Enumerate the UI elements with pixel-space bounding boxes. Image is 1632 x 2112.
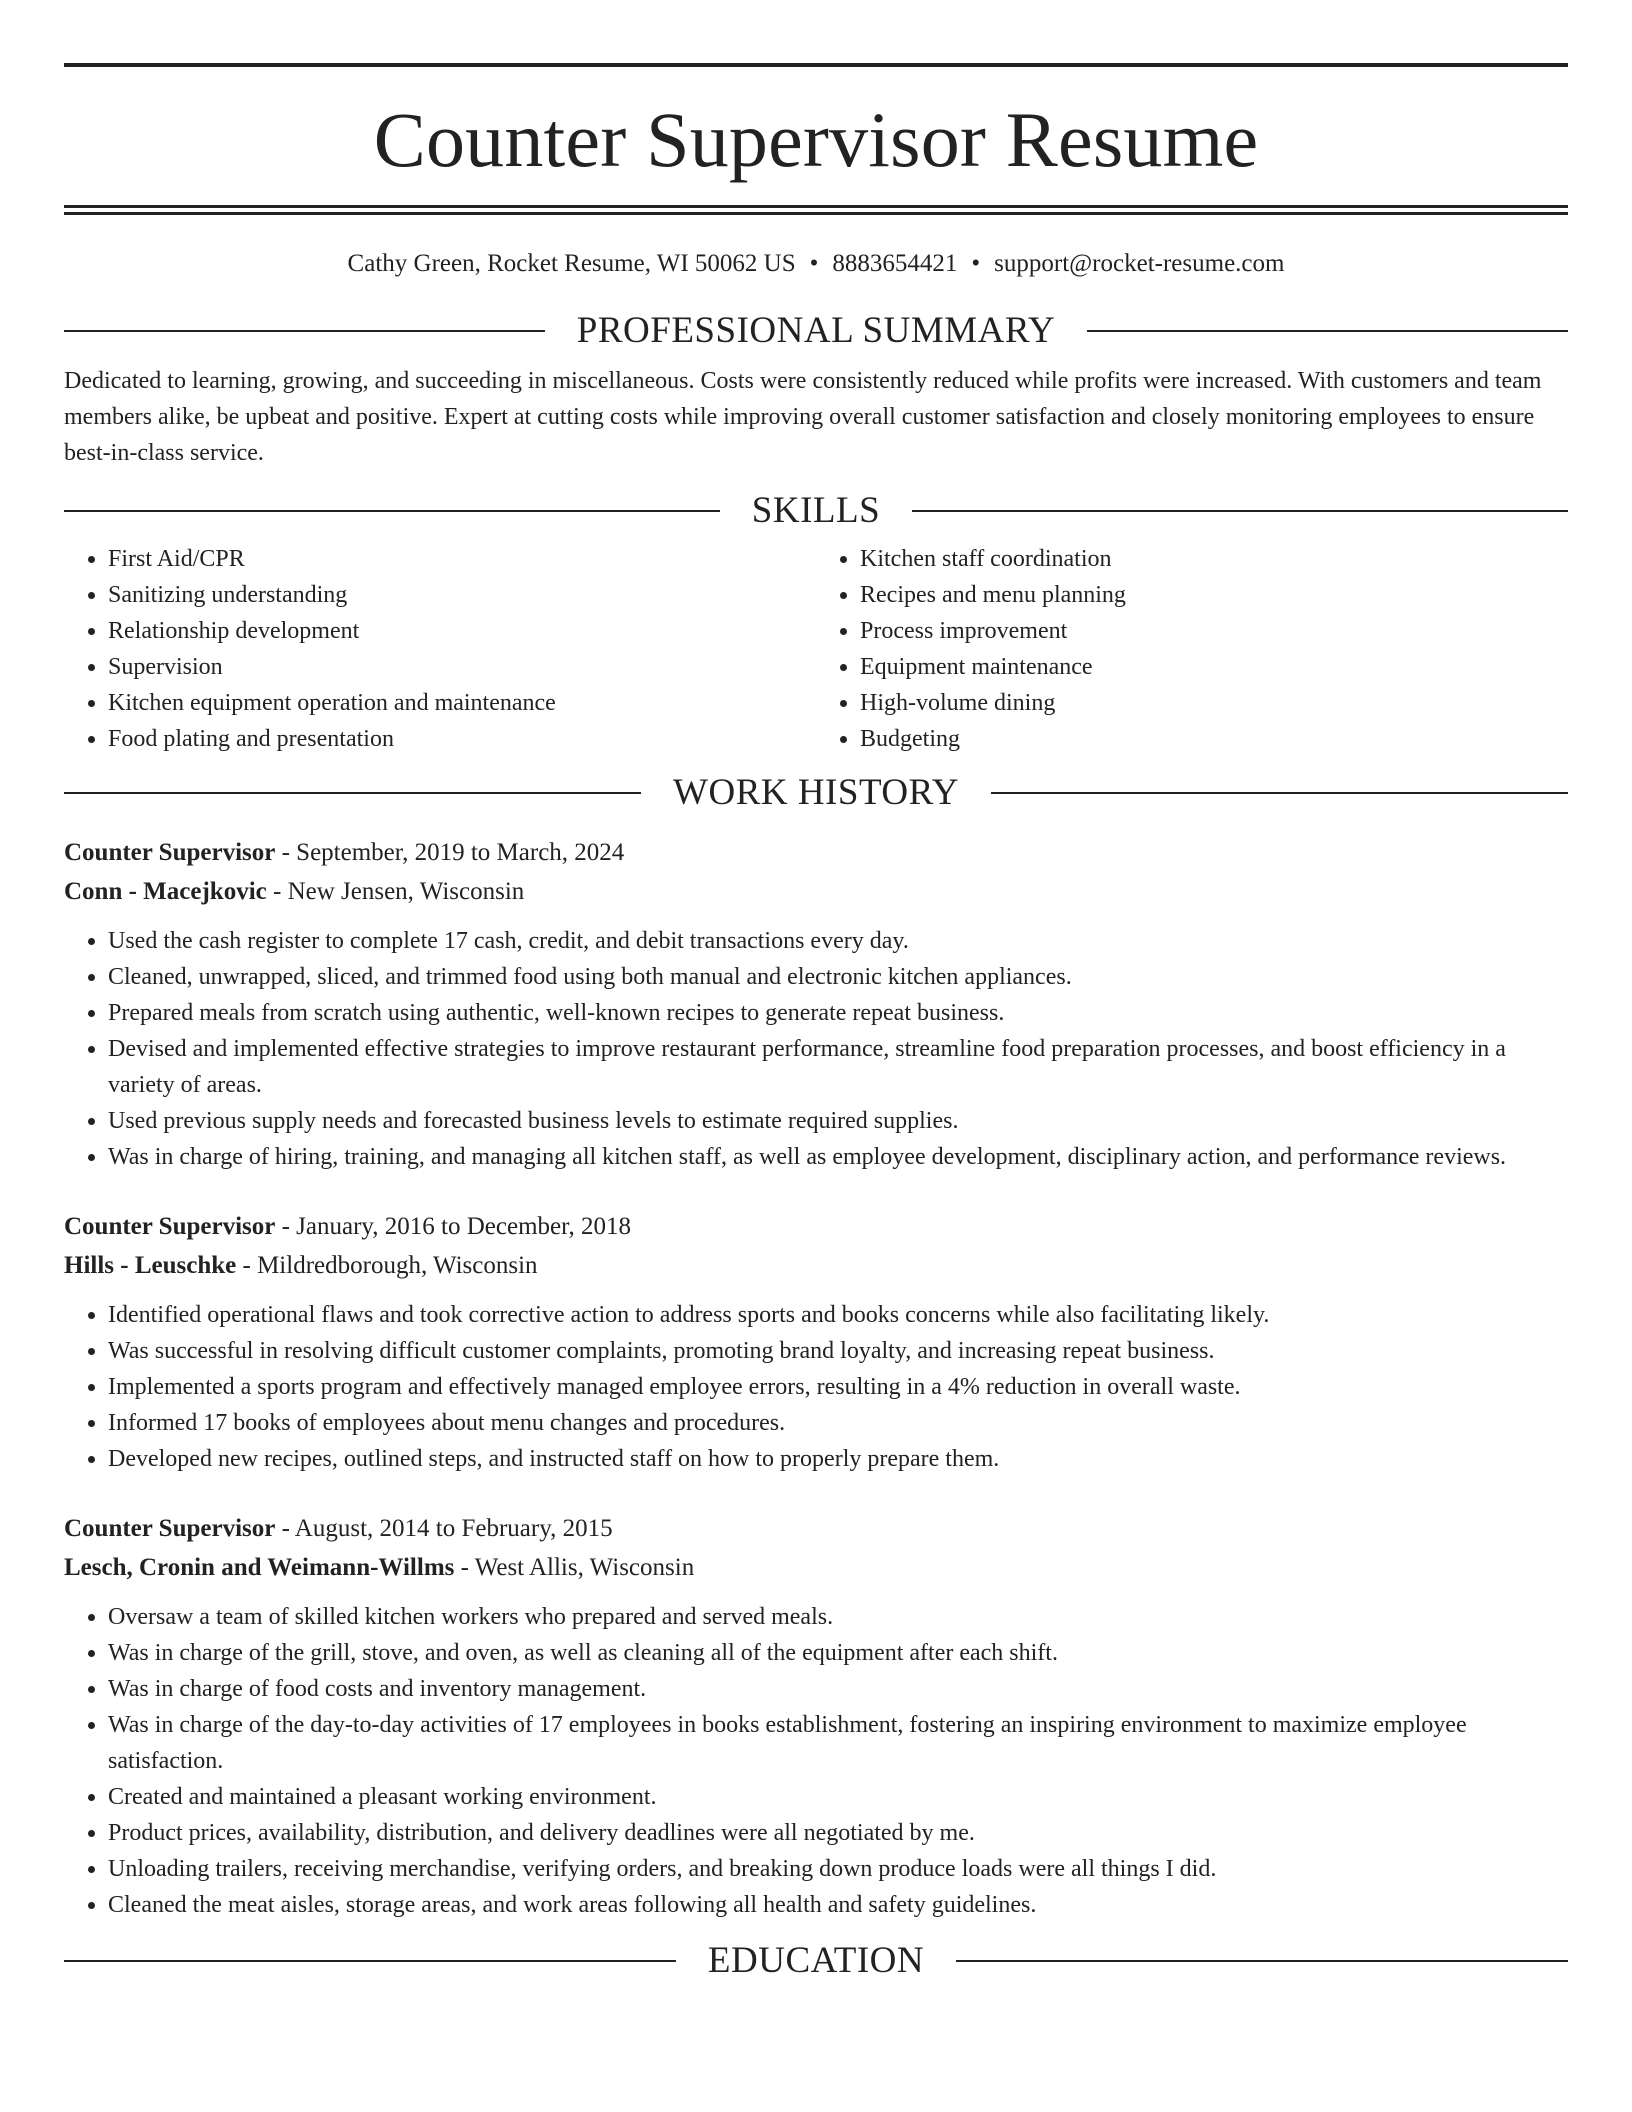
skill-item: • Process improvement: [860, 613, 1568, 649]
job-bullet: • Oversaw a team of skilled kitchen workers who prepared and served meals.: [108, 1599, 1568, 1635]
section-header-summary: [64, 311, 1568, 351]
section-rule-right: [991, 792, 1568, 794]
job-location: - New Jensen, Wisconsin: [266, 878, 525, 905]
section-header-work: [64, 773, 1568, 813]
job-company-line: [64, 872, 1568, 911]
contact-phone: 8883654421: [832, 250, 958, 277]
job-bullet: • Prepared meals from scratch using authentic, well-known recipes to generate repeat business.: [108, 995, 1568, 1031]
contact-separator: •: [809, 250, 819, 277]
section-rule-right: [956, 1960, 1568, 1962]
skills-list: [64, 541, 1568, 757]
job-bullet: • Was in charge of the grill, stove, and oven, as well as cleaning all of the equipment after each shift.: [108, 1635, 1568, 1671]
job-bullets: [64, 923, 1568, 1175]
job-bullet: • Used the cash register to complete 17 cash, credit, and debit transactions every day.: [108, 923, 1568, 959]
skill-item: • Kitchen equipment operation and maintenance: [108, 685, 816, 721]
job-bullet: • Cleaned, unwrapped, sliced, and trimmed food using both manual and electronic kitchen appliances.: [108, 959, 1568, 995]
skills-column-left: [64, 541, 816, 757]
skill-item: • Equipment maintenance: [860, 649, 1568, 685]
section-rule-right: [912, 510, 1568, 512]
contact-line: [64, 249, 1568, 279]
job-bullet: • Was successful in resolving difficult customer complaints, promoting brand loyalty, and increasing repeat business.: [108, 1333, 1568, 1369]
job-bullet: • Implemented a sports program and effectively managed employee errors, resulting in a 4% reduction in overall waste.: [108, 1369, 1568, 1405]
skill-item: • First Aid/CPR: [108, 541, 816, 577]
resume-page: [64, 0, 1568, 1981]
job-bullet: • Was in charge of hiring, training, and managing all kitchen staff, as well as employee development, disciplinary action, and performance reviews.: [108, 1139, 1568, 1175]
section-title-summary: PROFESSIONAL SUMMARY: [576, 310, 1056, 351]
job-bullets: [64, 1297, 1568, 1477]
work-history: [64, 833, 1568, 1923]
job-title: Counter Supervisor: [64, 1213, 276, 1240]
job-company-line: [64, 1246, 1568, 1285]
job-company: Conn - Macejkovic: [64, 878, 267, 905]
job-location: - West Allis, Wisconsin: [454, 1554, 695, 1581]
job-bullet: • Cleaned the meat aisles, storage areas, and work areas following all health and safety guidelines.: [108, 1887, 1568, 1923]
job-entry: [64, 1509, 1568, 1923]
section-title-education: EDUCATION: [707, 1940, 925, 1981]
job-bullet: • Was in charge of food costs and inventory management.: [108, 1671, 1568, 1707]
job-dates: - January, 2016 to December, 2018: [275, 1213, 631, 1240]
section-rule-left: [64, 510, 720, 512]
job-dates: - September, 2019 to March, 2024: [275, 839, 625, 866]
contact-separator: •: [971, 250, 981, 277]
job-title: Counter Supervisor: [64, 1515, 276, 1542]
job-company-line: [64, 1548, 1568, 1587]
section-header-skills: [64, 491, 1568, 531]
job-bullet: • Informed 17 books of employees about menu changes and procedures.: [108, 1405, 1568, 1441]
page-title: Counter Supervisor Resume: [373, 96, 1259, 183]
top-rule: [64, 63, 1568, 67]
job-bullet: • Used previous supply needs and forecasted business levels to estimate required supplies.: [108, 1103, 1568, 1139]
summary-text: Dedicated to learning, growing, and succeeding in miscellaneous. Costs were consistently reduced while profits were increased. With customers and team members alike, be upbeat and positive. Expert at cutting costs while improving overall customer satisfaction and closely monitoring employees to ensure best-in-class service.: [64, 368, 1542, 466]
skill-item: • Relationship development: [108, 613, 816, 649]
job-bullet: • Created and maintained a pleasant working environment.: [108, 1779, 1568, 1815]
job-bullets: [64, 1599, 1568, 1923]
job-bullet: • Product prices, availability, distribution, and delivery deadlines were all negotiated by me.: [108, 1815, 1568, 1851]
title-double-rule: [64, 205, 1568, 215]
section-title-skills: SKILLS: [751, 490, 881, 531]
job-bullet: • Developed new recipes, outlined steps, and instructed staff on how to properly prepare them.: [108, 1441, 1568, 1477]
skill-item: • Sanitizing understanding: [108, 577, 816, 613]
job-title: Counter Supervisor: [64, 839, 276, 866]
job-bullet: • Devised and implemented effective strategies to improve restaurant performance, streamline food preparation processes, and boost efficiency in a variety of areas.: [108, 1031, 1568, 1103]
job-title-line: [64, 833, 1568, 872]
section-rule-left: [64, 330, 545, 332]
contact-address: Cathy Green, Rocket Resume, WI 50062 US: [347, 250, 796, 277]
section-rule-left: [64, 792, 641, 794]
section-title-work: WORK HISTORY: [673, 772, 959, 813]
job-bullet: • Was in charge of the day-to-day activities of 17 employees in books establishment, fostering an inspiring environment to maximize employee satisfaction.: [108, 1707, 1568, 1779]
job-dates: - August, 2014 to February, 2015: [275, 1515, 613, 1542]
job-title-line: [64, 1509, 1568, 1548]
skill-item: • Recipes and menu planning: [860, 577, 1568, 613]
skill-item: • Kitchen staff coordination: [860, 541, 1568, 577]
skill-item: • Supervision: [108, 649, 816, 685]
skill-item: • Budgeting: [860, 721, 1568, 757]
job-location: - Mildredborough, Wisconsin: [236, 1252, 538, 1279]
job-bullet: • Unloading trailers, receiving merchandise, verifying orders, and breaking down produce loads were all things I did.: [108, 1851, 1568, 1887]
section-rule-left: [64, 1960, 676, 1962]
job-bullet: • Identified operational flaws and took corrective action to address sports and books concerns while also facilitating likely.: [108, 1297, 1568, 1333]
skill-item: • High-volume dining: [860, 685, 1568, 721]
job-company: Lesch, Cronin and Weimann-Willms: [64, 1554, 455, 1581]
skill-item: • Food plating and presentation: [108, 721, 816, 757]
skills-column-right: [816, 541, 1568, 757]
job-entry: [64, 833, 1568, 1175]
job-title-line: [64, 1207, 1568, 1246]
job-company: Hills - Leuschke: [64, 1252, 237, 1279]
job-entry: [64, 1207, 1568, 1477]
section-rule-right: [1087, 330, 1568, 332]
section-header-education: [64, 1941, 1568, 1981]
contact-email: support@rocket-resume.com: [994, 250, 1285, 277]
